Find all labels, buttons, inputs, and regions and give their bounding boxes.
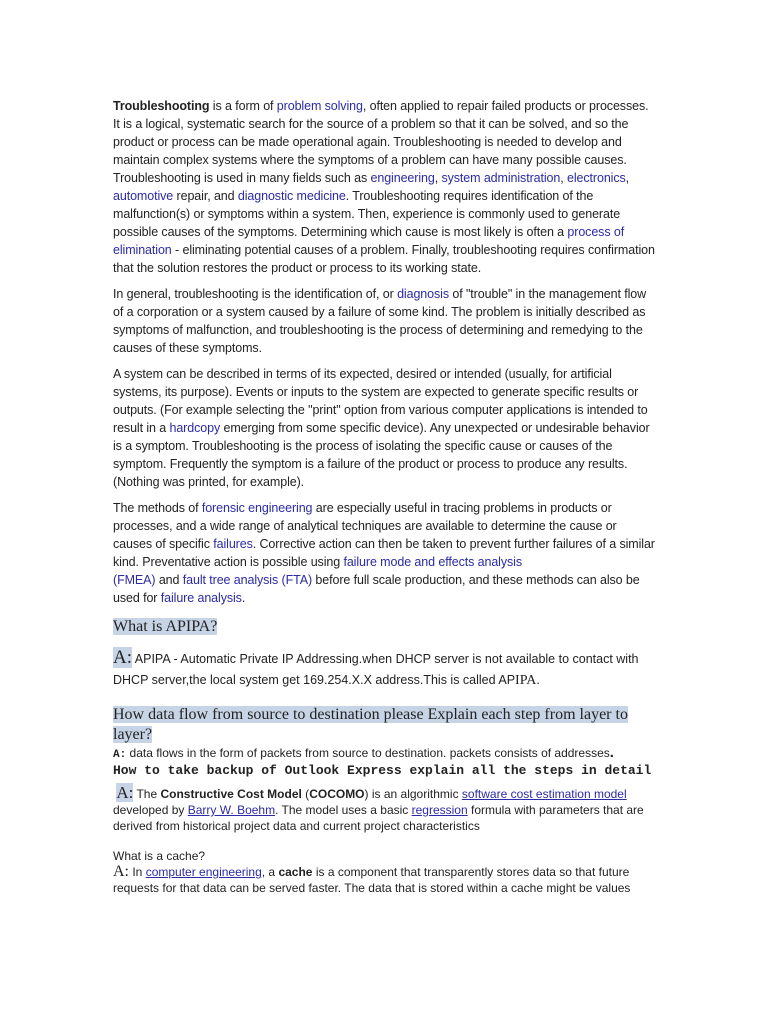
text: A system can be described in terms of its expected, desired or intended (usually, for artificial systems, its purpose). Events or inputs to the system are expected to generate specific results or outputs. (For example selecting the "print" option from various computer applications is intended to result in a [113,367,648,435]
link-software-cost-estimation-model[interactable]: software cost estimation model [461,787,627,801]
document-content [113,97,658,896]
text: , [625,171,630,185]
text: . Corrective action can then be taken to prevent further failures of a similar kind. Preventative action is possible using [113,537,655,569]
text: , often applied to repair failed products or processes. It is a logical, systematic search for the source of a problem so that it can be solved, and so the product or process can be made operational again. Troubleshooting is needed to develop and maintain complex systems where the symptoms of a problem can have many possible causes. Troubleshooting is used in many fields such as [113,99,649,185]
text: is a form of [209,99,277,113]
answer-text: The [133,787,161,801]
link-regression[interactable]: regression [411,803,468,817]
paragraph-methods [113,499,658,607]
term-cache: cache [278,865,313,879]
text: before full scale production, and these methods can also be used for [113,573,640,605]
link-engineering[interactable]: engineering [370,171,435,185]
answer-text: In [129,865,146,879]
link-computer-engineering[interactable]: computer engineering [145,865,262,879]
link-system-administration[interactable]: system administration [441,171,561,185]
question-cache [113,848,658,896]
link-fault-tree-analysis[interactable]: fault tree analysis (FTA) [182,573,313,587]
answer-text: data flows in the form of packets from source to destination. packets consists of addresses [126,746,610,760]
answer-marker: A: [113,749,127,761]
link-process-of-elimination[interactable]: process of elimination [113,225,625,257]
link-automotive[interactable]: automotive [113,189,174,203]
question-data-flow [113,705,658,763]
link-hardcopy[interactable]: hardcopy [169,421,221,435]
question-apipa [113,617,658,691]
term-troubleshooting: Troubleshooting [113,99,210,113]
link-fmea[interactable]: failure mode and effects analysis [343,555,522,569]
link-electronics[interactable]: electronics [567,171,626,185]
link-diagnostic-medicine[interactable]: diagnostic medicine [237,189,346,203]
answer-marker: A: [113,863,129,880]
answer-data-flow [113,745,658,763]
answer-text: ( [301,787,310,801]
question-heading [113,617,658,637]
text: - eliminating potential causes of a problem. Finally, troubleshooting requires confirmation that the solution restores the product or process to its working state. [113,243,655,275]
text: . [241,591,246,605]
text: The methods of [113,501,202,515]
term-cocomo-abbr: COCOMO [309,787,365,801]
question-heading [113,705,658,745]
link-barry-boehm[interactable]: Barry W. Boehm [187,803,276,817]
link-diagnosis[interactable]: diagnosis [397,287,449,301]
text: of "trouble" in the management flow of a corporation or a system caused by a failure of some kind. The problem is initially described as symptoms of malfunction, and troubleshooting is the process of determining and remedying to the causes of these symptoms. [113,287,647,355]
text: . Troubleshooting requires identification of the malfunction(s) or symptoms within a system. Then, experience is commonly used to generate possible causes of the symptoms. Determining which cause is most likely is often a [113,189,621,239]
paragraph-system-description [113,365,658,491]
answer-text: . [609,744,614,761]
paragraph-general [113,285,658,357]
link-problem-solving[interactable]: problem solving [276,99,363,113]
question-text: What is APIPA? [113,618,218,635]
question-heading: What is a cache? [113,849,206,863]
link-fmea-abbr[interactable]: (FMEA) [113,573,156,587]
text: repair, and [173,189,238,203]
answer-apipa [113,647,658,691]
answer-text: formula with parameters that are derived from historical project data and current project characteristics [113,803,644,833]
answer-marker: A: [116,783,134,802]
answer-text: . [536,673,540,687]
paragraph-troubleshooting-intro [113,97,658,277]
text: and [155,573,183,587]
term-cocomo: Constructive Cost Model [160,787,302,801]
answer-text: IPA [515,673,537,688]
text: are especially useful in tracing problems in products or processes, and a wide range of analytical techniques are available to determine the cause or causes of specific [113,501,617,551]
link-failure-analysis[interactable]: failure analysis [160,591,242,605]
answer-text: is a component that transparently stores data so that future requests for that data can be served faster. The data that is stored within a cache might be values [113,865,631,895]
answer-marker: A: [113,647,132,668]
answer-cache [113,864,658,896]
answer-text: , a [261,865,279,879]
link-forensic-engineering[interactable]: forensic engineering [201,501,313,515]
link-failures[interactable]: failures [213,537,253,551]
answer-text: . The model uses a basic [275,803,412,817]
answer-text: developed by [113,803,188,817]
text: emerging from some specific device). Any unexpected or undesirable behavior is a symptom. Troubleshooting is the process of isolating the specific cause or causes of the symptom. Frequently the symptom is a failure of the product or process to produce any results. (Nothing was printed, for example). [113,421,650,489]
answer-text: APIPA - Automatic Private IP Addressing.when DHCP server is not available to contact with DHCP server,the local system get 169.254.X.X address.This is called AP [113,652,639,687]
question-heading: How to take backup of Outlook Express explain all the steps in detail [113,763,652,778]
answer-text: ) is an algorithmic [364,787,462,801]
question-text: How data flow from source to destination please Explain each step from layer to layer? [113,706,628,743]
answer-cocomo [113,785,658,834]
text: In general, troubleshooting is the identification of, or [113,287,398,301]
text: , [560,171,567,185]
question-outlook-backup [113,763,658,834]
text: , [434,171,442,185]
